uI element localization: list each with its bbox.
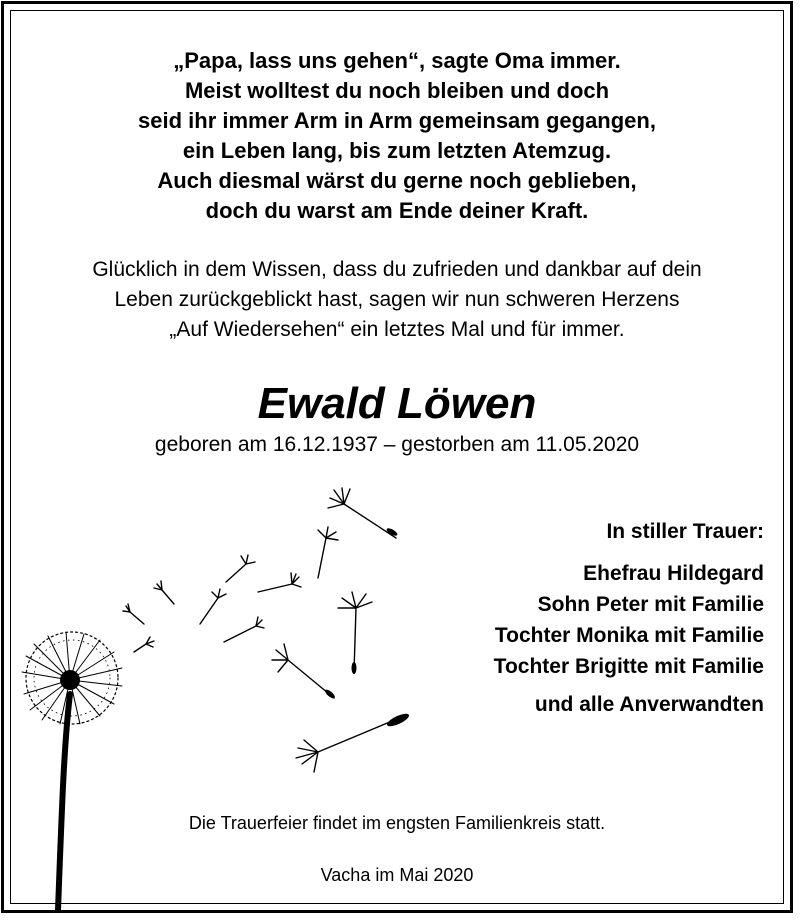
- seed: [338, 592, 372, 672]
- dandelion-head: [22, 632, 122, 724]
- mourners-heading: In stiller Trauer:: [606, 520, 764, 543]
- mourners-block: [494, 516, 764, 720]
- poem-line: Meist wolltest du noch bleiben und doch: [184, 78, 610, 103]
- poem-line: ein Leben lang, bis zum letzten Atemzug.: [182, 138, 612, 163]
- seed: [224, 617, 264, 642]
- seed: [134, 637, 154, 652]
- mourner-name: Tochter Brigitte mit Familie: [493, 655, 764, 678]
- seed: [123, 604, 144, 624]
- seed: [258, 573, 301, 592]
- seed: [200, 589, 226, 624]
- place-date: Vacha im Mai 2020: [320, 865, 474, 885]
- poem-line: Auch diesmal wärst du gerne noch geblieben,: [157, 168, 637, 193]
- farewell-paragraph: [4, 255, 790, 345]
- seed-tip: [385, 711, 410, 728]
- seed: [272, 644, 334, 698]
- funeral-note: Die Trauerfeier findet im engsten Familienkreis statt.: [188, 813, 606, 833]
- poem-block: [4, 46, 790, 226]
- seed: [328, 488, 396, 538]
- paragraph-line: „Auf Wiedersehen“ ein letztes Mal und für immer.: [169, 318, 625, 341]
- dandelion-seeds: [123, 488, 411, 772]
- mourner-name: Tochter Monika mit Familie: [494, 624, 764, 647]
- paragraph-line: Glücklich in dem Wissen, dass du zufrieden und dankbar auf dein: [92, 258, 702, 281]
- deceased-name: Ewald Löwen: [257, 379, 537, 428]
- mourners-closing: und alle Anverwandten: [534, 693, 764, 716]
- obituary-frame: [1, 1, 793, 913]
- seed: [154, 581, 174, 604]
- seed: [318, 527, 338, 578]
- poem-line: seid ihr immer Arm in Arm gemeinsam gegangen,: [138, 108, 656, 133]
- mourner-name: Sohn Peter mit Familie: [537, 593, 764, 616]
- seed: [226, 555, 255, 582]
- mourner-name: Ehefrau Hildegard: [583, 562, 764, 585]
- poem-line: doch du warst am Ende deiner Kraft.: [205, 198, 589, 223]
- life-dates: geboren am 16.12.1937 – gestorben am 11.05.2020: [154, 433, 640, 456]
- poem-line: „Papa, lass uns gehen“, sagte Oma immer.: [173, 48, 621, 73]
- paragraph-line: Leben zurückgeblickt hast, sagen wir nun schweren Herzens: [114, 288, 680, 311]
